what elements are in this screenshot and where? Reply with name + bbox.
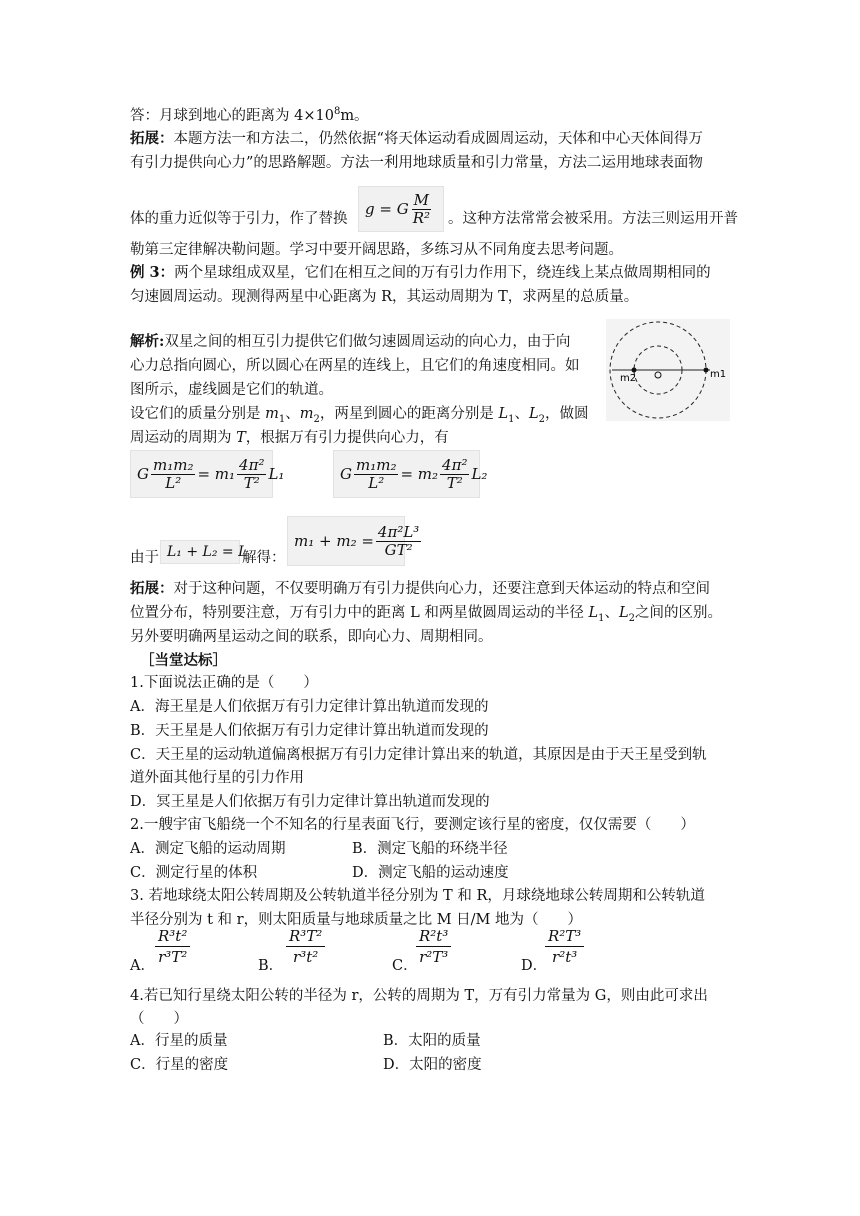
analysis-line-5: 周运动的周期为 T，根据万有引力提供向心力，有	[130, 430, 449, 446]
question-2-option-c: C．测定行星的体积	[130, 865, 258, 881]
extension-2-line-1: 拓展：对于这种问题，不仅要明确万有引力提供向心力，还要注意到天体运动的特点和空间	[130, 580, 710, 597]
question-3-option-b-label: B．	[258, 958, 284, 974]
solve-label: 解得：	[242, 550, 286, 566]
label-m1: m1	[710, 369, 727, 380]
answer-line: 答：月球到地心的距离为 $4\times 10^8m$。	[130, 106, 369, 124]
question-4-option-c: C．行星的密度	[130, 1057, 229, 1073]
question-3-line-1: 3. 若地球绕太阳公转周期及公转轨道半径分别为 T 和 R，月球绕地球公转周期和公转轨道	[130, 888, 705, 904]
question-1-option-c-1: C．天王星的运动轨道偏离根据万有引力定律计算出来的轨道，其原因是由于天王星受到轨	[130, 747, 707, 763]
since-label: 由于	[130, 550, 159, 566]
extension-line-3a: 体的重力近似等于引力，作了替换	[130, 211, 348, 227]
star-m2	[632, 368, 637, 373]
question-4-line-1: 4.若已知行星绕太阳公转的半径为 r，公转的周期为 T，万有引力常量为 G，则由此可求出	[130, 988, 708, 1004]
label-m2: m2	[620, 373, 637, 384]
extension-line-4: 勒第三定律解决勒问题。学习中要开阔思路，多练习从不同角度去思考问题。	[130, 242, 623, 258]
question-3-option-d-label: D．	[521, 958, 548, 974]
analysis-line-4: 设它们的质量分别是 $m_1$、$m_2$，两星到圆心的距离分别是 $L_1$、$L_2$，做圆	[130, 406, 589, 425]
question-1-option-d: D．冥王星是人们依据万有引力定律计算出轨道而发现的	[130, 794, 490, 810]
question-3-line-2: 半径分别为 t 和 r，则太阳质量与地球质量之比 M 日/M 地为（ ）	[130, 912, 582, 928]
question-4-option-d: D．太阳的密度	[383, 1057, 482, 1073]
binary-star-diagram	[606, 319, 730, 421]
example-3-line-2: 匀速圆周运动。现测得两星中心距离为 R，其运动周期为 T，求两星的总质量。	[130, 289, 639, 305]
question-1-option-b: B．天王星是人们依据万有引力定律计算出轨道而发现的	[130, 723, 489, 739]
section-heading: ［当堂达标］	[140, 652, 227, 669]
formula-force-m2: G $\frac{\text{m₁m₂}}{\text{L²}}$ = m₂ $\frac{\text{4π²}}{\text{T²}}$ L₂	[333, 450, 480, 498]
question-3-option-b-fraction: $\frac{\text{R³T²}}{\text{r³t²}}$	[286, 926, 325, 967]
formula-force-m1: G $\frac{\text{m₁m₂}}{\text{L²}}$ = m₁ $\frac{\text{4π²}}{\text{T²}}$ L₁	[130, 450, 273, 498]
extension-line-1: 拓展：本题方法一和方法二，仍然依据“将天体运动看成圆周运动，天体和中心天体间得万	[130, 130, 703, 147]
question-4-option-b: B．太阳的质量	[383, 1033, 481, 1049]
formula-g-substitution: g = G $\frac{M}{\text{R²}}$	[358, 186, 444, 232]
question-1-option-c-2: 道外面其他行星的引力作用	[130, 770, 304, 786]
question-3-option-d-fraction: $\frac{\text{R²T³}}{\text{r²t³}}$	[545, 926, 584, 967]
analysis-line-3: 图所示，虚线圆是它们的轨道。	[130, 382, 333, 398]
question-4-option-a: A．行星的质量	[130, 1033, 228, 1049]
formula-sum-distance: L₁ + L₂ = L	[160, 540, 240, 564]
extension-2-line-3: 另外要明确两星运动之间的联系，即向心力、周期相同。	[130, 629, 493, 645]
analysis-line-2: 心力总指向圆心，所以圆心在两星的连线上，且它们的角速度相同。如	[130, 358, 580, 374]
extension-2-line-2: 位置分布，特别要注意，万有引力中的距离 L 和两星做圆周运动的半径 $L_1$、$L_2$之间的区别。	[130, 605, 722, 624]
extension-line-3b: 。这种方法常常会被采用。方法三则运用开普	[448, 211, 738, 227]
question-2-option-b: B．测定飞船的环绕半径	[352, 841, 508, 857]
extension-line-2: 有引力提供向心力”的思路解题。方法一利用地球质量和引力常量，方法二运用地球表面物	[130, 155, 703, 171]
question-3-option-c-label: C．	[392, 958, 418, 974]
question-2-option-a: A．测定飞船的运动周期	[130, 841, 286, 857]
question-3-option-a-label: A．	[130, 958, 155, 974]
formula-total-mass: m₁ + m₂ = $\frac{\text{4π²L³}}{\text{GT²}}$	[287, 516, 405, 566]
example-3-line-1: 例 3：两个星球组成双星，它们在相互之间的万有引力作用下，绕连线上某点做周期相同的	[130, 264, 711, 281]
question-1: 1.下面说法正确的是（ ）	[130, 675, 318, 691]
question-1-option-a: A．海王星是人们依据万有引力定律计算出轨道而发现的	[130, 699, 489, 715]
star-m1	[704, 368, 709, 373]
question-3-option-a-fraction: $\frac{\text{R³t²}}{\text{r³T²}}$	[155, 926, 190, 967]
question-4-line-2: （ ）	[130, 1011, 188, 1027]
question-2-option-d: D．测定飞船的运动速度	[352, 865, 509, 881]
question-2: 2.一艘宇宙飞船绕一个不知名的行星表面飞行，要测定该行星的密度，仅仅需要（ ）	[130, 817, 695, 833]
analysis-line-1: 解析:双星之间的相互引力提供它们做匀速圆周运动的向心力，由于向	[130, 333, 571, 350]
question-3-option-c-fraction: $\frac{\text{R²t³}}{\text{r²T³}}$	[416, 926, 451, 967]
